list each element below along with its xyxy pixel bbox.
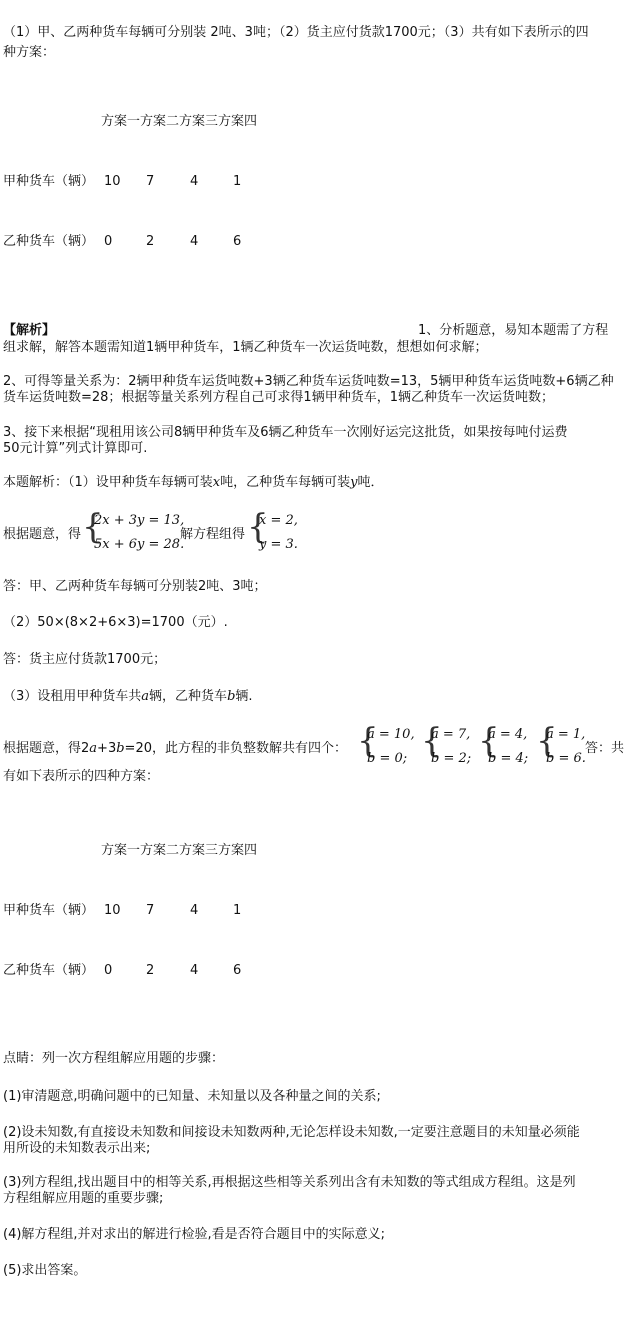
table-cell: 4 [190,174,199,189]
var-b: b [116,741,125,756]
table-cell: 4 [190,903,199,918]
text: 吨． [357,475,384,490]
table-cell: 7 [146,174,155,189]
brace: { [82,507,104,547]
equation-1: 2x + 3y = 13, [94,513,185,528]
root-a: a = 4, [488,727,528,742]
text: 辆，乙种货车 [149,689,228,704]
table-cell: 1 [233,174,242,189]
analysis-p3-line2: 50元计算”列式计算即可. [3,441,148,456]
root-b: b = 2; [431,751,472,766]
brace: { [478,721,500,761]
text: 吨，乙种货车每辆可装 [220,475,351,490]
solution-step-2-label: 根据题意，得 [3,527,82,542]
tip-3-line1: (3)列方程组,找出题目中的相等关系,再根据这些相等关系列出含有未知数的等式组成方程组。这是列 [3,1175,576,1190]
brace: { [536,721,558,761]
analysis-p2-line1: 2、可得等量关系为：2辆甲种货车运货吨数+3辆乙种货车运货吨数=13，5辆甲种货车运货吨数+6辆乙种 [3,374,614,389]
intro-line-2: 种方案： [3,45,56,60]
answer-1: 答：甲、乙两种货车每辆可分别装2吨、3吨； [3,579,267,594]
table-cell: 4 [190,234,199,249]
root-a: a = 10, [367,727,415,742]
brace: { [421,721,443,761]
solution-step-4 [3,740,347,757]
var-a: a [89,741,98,756]
table-cell: 6 [233,963,242,978]
calc-step-2: （2）50×(8×2+6×3)=1700（元）. [3,615,228,630]
table-header: 方案一方案二方案三方案四 [101,843,258,858]
row-label-yi: 乙种货车（辆） [3,963,95,978]
text: =20，此方程的非负整数解共有四个： [124,741,347,756]
answer-3-line2: 有如下表所示的四种方案： [3,769,160,784]
analysis-p1-tail: 1、分析题意，易知本题需了方程 [418,323,609,338]
tip-5: (5)求出答案。 [3,1263,87,1278]
solution-step-1 [3,474,384,491]
root-b: b = 0; [367,751,408,766]
row-label-yi: 乙种货车（辆） [3,234,95,249]
table-cell: 2 [146,963,155,978]
analysis-tag: 【解析】 [3,323,56,338]
table-cell: 4 [190,963,199,978]
table-cell: 1 [233,903,242,918]
var-b: b [227,689,236,704]
var-y: y [350,475,358,490]
table-cell: 0 [104,234,113,249]
row-label-jia: 甲种货车（辆） [3,174,95,189]
root-b: b = 6. [546,751,586,766]
equation-2: 5x + 6y = 28. [94,537,185,552]
solution-step-3 [3,688,253,705]
solve-label: 解方程组得 [180,527,246,542]
solution-y: y = 3. [259,537,298,552]
analysis-p3-line1: 3、接下来根据“现租用该公司8辆甲种货车及6辆乙种货车一次刚好运完这批货，如果按每吨付运费 [3,425,568,440]
var-a: a [141,689,150,704]
root-a: a = 1, [546,727,586,742]
brace: { [357,721,379,761]
tip-4: (4)解方程组,并对求出的解进行检验,看是否符合题目中的实际意义; [3,1227,386,1242]
table-cell: 10 [104,903,121,918]
analysis-p1-line2: 组求解，解答本题需知道1辆甲种货车，1辆乙种货车一次运货吨数，想想如何求解； [3,340,488,355]
tip-2-line2: 用所设的未知数表示出来; [3,1141,151,1156]
answer-2: 答：货主应付货款1700元； [3,652,167,667]
text: 辆. [235,689,253,704]
table-cell: 6 [233,234,242,249]
tip-1: (1)审清题意,明确问题中的已知量、未知量以及各种量之间的关系; [3,1089,381,1104]
table-cell: 2 [146,234,155,249]
var-x: x [212,475,221,490]
text: 本题解析：（1）设甲种货车每辆可装 [3,475,213,490]
answer-3-start: 答：共 [585,741,625,756]
table-cell: 7 [146,903,155,918]
table-cell: 10 [104,174,121,189]
tip-2-line1: (2)设未知数,有直接设未知数和间接设未知数两种,无论怎样设未知数,一定要注意题目的未知量必须能 [3,1125,580,1140]
table-cell: 0 [104,963,113,978]
text: （3）设租用甲种货车共 [3,689,142,704]
intro-line-1: （1）甲、乙两种货车每辆可分别装 2吨、3吨；（2）货主应付货款1700元；（3）共有如下表所示的四 [3,25,589,40]
text: 根据题意，得2 [3,741,90,756]
tips-title: 点睛：列一次方程组解应用题的步骤： [3,1051,225,1066]
root-a: a = 7, [431,727,471,742]
table-header: 方案一方案二方案三方案四 [101,114,258,129]
solution-x: x = 2, [259,513,298,528]
tip-3-line2: 方程组解应用题的重要步骤; [3,1191,164,1206]
row-label-jia: 甲种货车（辆） [3,903,95,918]
brace: { [247,507,269,547]
text: +3 [97,741,117,756]
analysis-p2-line2: 货车运货吨数=28；根据等量关系列方程自己可求得1辆甲种货车，1辆乙种货车一次运货吨数； [3,390,554,405]
root-b: b = 4; [488,751,529,766]
